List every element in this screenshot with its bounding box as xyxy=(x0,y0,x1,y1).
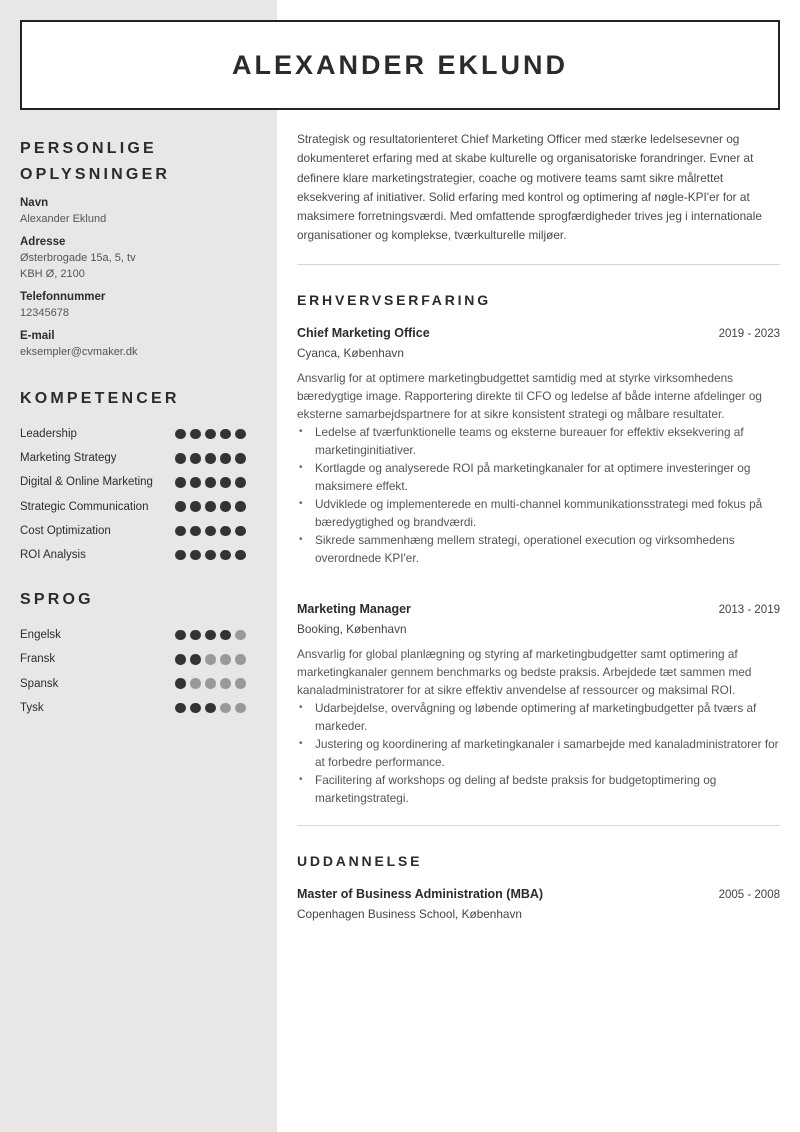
language-row xyxy=(20,647,250,671)
languages-list xyxy=(20,623,250,720)
sidebar xyxy=(20,136,250,720)
skill-rating xyxy=(175,477,250,488)
language-name: Tysk xyxy=(20,701,44,714)
rating-dot-filled-icon xyxy=(190,703,201,714)
rating-dot-filled-icon xyxy=(220,630,231,641)
rating-dot-filled-icon xyxy=(205,429,216,440)
info-value: Alexander Eklund xyxy=(20,213,107,225)
experience-section xyxy=(297,291,780,807)
job-dates: 2019 - 2023 xyxy=(718,327,780,340)
job-company: Booking, København xyxy=(297,621,407,636)
email-value[interactable]: eksempler@cvmaker.dk xyxy=(20,346,138,358)
bullet-item: • Ledelse af tværfunktionelle teams og eksterne bureauer for effektiv eksekvering af marketinginitiativer. xyxy=(297,423,780,459)
rating-dot-filled-icon xyxy=(190,501,201,512)
language-name: Fransk xyxy=(20,653,56,666)
language-rating xyxy=(175,678,250,689)
rating-dot-filled-icon xyxy=(235,501,246,512)
rating-dot-filled-icon xyxy=(190,630,201,641)
info-label: Telefonnummer xyxy=(20,291,106,303)
skill-row xyxy=(20,422,250,446)
rating-dot-filled-icon xyxy=(175,429,186,440)
rating-dot-filled-icon xyxy=(235,453,246,464)
skill-row xyxy=(20,446,250,470)
rating-dot-filled-icon xyxy=(190,526,201,537)
rating-dot-filled-icon xyxy=(175,703,186,714)
rating-dot-empty-icon xyxy=(220,654,231,665)
rating-dot-filled-icon xyxy=(175,678,186,689)
rating-dot-empty-icon xyxy=(205,678,216,689)
languages-heading: SPROG xyxy=(20,591,94,609)
info-value: 12345678 xyxy=(20,307,69,319)
experience-entry xyxy=(297,323,780,567)
info-label: E-mail xyxy=(20,330,55,342)
section-divider xyxy=(297,825,780,826)
bullet-item: • Kortlagde og analyserede ROI på marketingkanaler for at optimere investeringer og maksimere effekt. xyxy=(297,459,780,495)
skill-rating xyxy=(175,550,250,561)
bullet-item: • Justering og koordinering af marketingkanaler i samarbejde med kanaladministratorer for at forbedre performance. xyxy=(297,735,780,771)
languages-section xyxy=(20,587,250,720)
rating-dot-filled-icon xyxy=(205,703,216,714)
rating-dot-filled-icon xyxy=(175,550,186,561)
rating-dot-filled-icon xyxy=(220,501,231,512)
skills-list xyxy=(20,422,250,567)
skill-name: Strategic Communication xyxy=(20,500,149,513)
skill-rating xyxy=(175,429,250,440)
education-heading: UDDANNELSE xyxy=(297,852,423,869)
info-value: Østerbrogade 15a, 5, tv xyxy=(20,252,136,264)
language-row xyxy=(20,623,250,647)
job-bullets xyxy=(297,699,780,807)
education-dates: 2005 - 2008 xyxy=(718,888,780,901)
info-label: Adresse xyxy=(20,236,66,248)
language-row xyxy=(20,672,250,696)
bullet-item: • Udviklede og implementerede en multi-channel kommunikationsstrategi med fokus på bæredygtighed og brandværdi. xyxy=(297,495,780,531)
main-content xyxy=(297,130,780,924)
job-bullets xyxy=(297,423,780,567)
skill-row xyxy=(20,519,250,543)
bullet-item: • Facilitering af workshops og deling af bedste praksis for budgetoptimering og marketingstrategi. xyxy=(297,771,780,807)
job-description: Ansvarlig for global planlægning og styring af marketingbudgetter samt optimering af marketingkanaler gennem benchmarks og bedste praksis. Arbejdede tæt sammen med kanaladministratorer for at sikre effektiv anvendelse af ressourcer og maksimal ROI. xyxy=(297,646,752,697)
rating-dot-filled-icon xyxy=(190,477,201,488)
rating-dot-filled-icon xyxy=(220,526,231,537)
info-item-name xyxy=(20,195,250,227)
rating-dot-filled-icon xyxy=(175,630,186,641)
personal-info-list xyxy=(20,195,250,360)
language-name: Spansk xyxy=(20,677,59,690)
rating-dot-filled-icon xyxy=(190,550,201,561)
job-title: Marketing Manager xyxy=(297,601,411,616)
skill-name: ROI Analysis xyxy=(20,549,86,562)
rating-dot-filled-icon xyxy=(220,453,231,464)
name-header-box xyxy=(20,20,780,110)
job-title: Chief Marketing Office xyxy=(297,325,430,340)
skill-name: Cost Optimization xyxy=(20,524,111,537)
personal-info-heading xyxy=(20,136,250,188)
language-rating xyxy=(175,703,250,714)
language-rating xyxy=(175,630,250,641)
skill-row xyxy=(20,543,250,567)
rating-dot-empty-icon xyxy=(190,678,201,689)
rating-dot-filled-icon xyxy=(205,630,216,641)
job-company: Cyanca, København xyxy=(297,345,404,360)
skills-section xyxy=(20,386,250,567)
rating-dot-filled-icon xyxy=(205,453,216,464)
skill-rating xyxy=(175,526,250,537)
rating-dot-filled-icon xyxy=(175,654,186,665)
rating-dot-filled-icon xyxy=(235,429,246,440)
skill-rating xyxy=(175,501,250,512)
education-entry xyxy=(297,884,780,924)
job-description: Ansvarlig for at optimere marketingbudgettet samtidig med at styrke virksomhedens bæredygtige image. Rapportering direkte til CFO og ledelse af både interne afdelinger og eksterne samarbejdspartnere for at sikre konsistent strategi og målbare resultater. xyxy=(297,370,762,421)
skill-name: Digital & Online Marketing xyxy=(20,476,153,489)
info-item-phone xyxy=(20,289,250,321)
rating-dot-filled-icon xyxy=(205,526,216,537)
heading-line-1: PERSONLIGE xyxy=(20,140,157,157)
rating-dot-empty-icon xyxy=(235,654,246,665)
personal-info-section xyxy=(20,136,250,360)
rating-dot-filled-icon xyxy=(175,477,186,488)
rating-dot-filled-icon xyxy=(220,477,231,488)
rating-dot-filled-icon xyxy=(190,654,201,665)
skill-row xyxy=(20,470,250,494)
section-divider xyxy=(297,264,780,265)
rating-dot-empty-icon xyxy=(235,703,246,714)
rating-dot-filled-icon xyxy=(235,477,246,488)
rating-dot-filled-icon xyxy=(175,453,186,464)
degree-title: Master of Business Administration (MBA) xyxy=(297,886,544,901)
info-value-line-2: KBH Ø, 2100 xyxy=(20,268,85,280)
rating-dot-empty-icon xyxy=(205,654,216,665)
language-name: Engelsk xyxy=(20,629,61,642)
info-label: Navn xyxy=(20,197,49,209)
skill-name: Marketing Strategy xyxy=(20,452,117,465)
language-rating xyxy=(175,654,250,665)
education-school: Copenhagen Business School, København xyxy=(297,906,522,921)
rating-dot-filled-icon xyxy=(220,550,231,561)
heading-line-2: OPLYSNINGER xyxy=(20,166,171,183)
bullet-item: • Sikrede sammenhæng mellem strategi, operationel execution og virksomhedens overordnede KPI'er. xyxy=(297,531,780,567)
rating-dot-filled-icon xyxy=(220,429,231,440)
candidate-name: ALEXANDER EKLUND xyxy=(231,49,568,80)
skills-heading: KOMPETENCER xyxy=(20,390,180,407)
rating-dot-filled-icon xyxy=(235,550,246,561)
rating-dot-filled-icon xyxy=(190,453,201,464)
info-item-email xyxy=(20,328,250,360)
skill-name: Leadership xyxy=(20,428,77,441)
rating-dot-empty-icon xyxy=(235,630,246,641)
rating-dot-empty-icon xyxy=(220,678,231,689)
experience-heading: ERHVERVSERFARING xyxy=(297,291,491,308)
info-item-address xyxy=(20,234,250,282)
rating-dot-filled-icon xyxy=(175,501,186,512)
rating-dot-filled-icon xyxy=(205,501,216,512)
rating-dot-filled-icon xyxy=(190,429,201,440)
rating-dot-filled-icon xyxy=(235,526,246,537)
rating-dot-filled-icon xyxy=(175,526,186,537)
rating-dot-filled-icon xyxy=(205,477,216,488)
rating-dot-empty-icon xyxy=(235,678,246,689)
rating-dot-empty-icon xyxy=(220,703,231,714)
experience-entry xyxy=(297,599,780,807)
rating-dot-filled-icon xyxy=(205,550,216,561)
language-row xyxy=(20,696,250,720)
skill-row xyxy=(20,495,250,519)
job-dates: 2013 - 2019 xyxy=(718,603,780,616)
profile-summary: Strategisk og resultatorienteret Chief Marketing Officer med stærke ledelsesevner og dokumenteret erfaring med at skabe kulturelle og organisatoriske forandringer. Evner at definere klare marketingstrategier, coache og motivere teams samt sikre målrettet eksekvering af initiativer. Solid erfaring med kontrol og optimering af nøgle-KPI'er for at maksimere forretningsværdi. Med omfattende sprogfærdigheder trives jeg i internationale organisationer og komplekse, tværkulturelle miljøer. xyxy=(297,132,762,243)
skill-rating xyxy=(175,453,250,464)
education-section xyxy=(297,852,780,924)
bullet-item: • Udarbejdelse, overvågning og løbende optimering af marketingbudgetter på tværs af markeder. xyxy=(297,699,780,735)
